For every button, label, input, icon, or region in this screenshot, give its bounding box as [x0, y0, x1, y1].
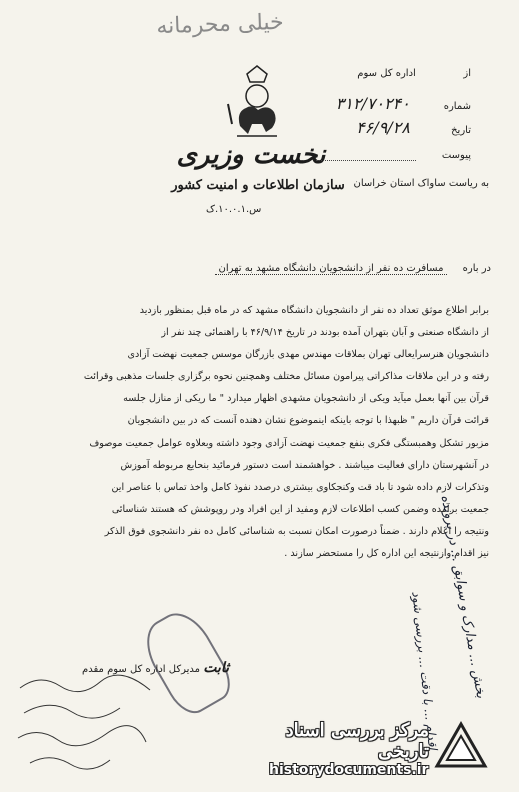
addressee: به ریاست ساواک استان خراسان [353, 178, 489, 189]
body-line: ونتیجه را اعلام دارند . ضمناً درصورت امکان نسبت به شناسائی کامل ده نفر دانشجوی فوق الذکر [104, 525, 489, 537]
archive-logo-icon [433, 720, 489, 772]
subject-line [21, 263, 491, 274]
body-line: نیز اقدام وازنتیجه این اداره کل را مستحضر سازند . [284, 548, 489, 560]
subject-text: مسافرت ده نفر از دانشجویان دانشگاه مشهد به تهران [215, 263, 448, 275]
from-value: اداره کل سوم [357, 68, 416, 79]
watermark-url: historydocuments.ir [269, 762, 429, 778]
body-line: قرائت قرآن داریم " ظبهذا با توجه باینکه اینموضوع نشان دهنده آنست که در بین دانشجویان [127, 415, 489, 427]
body-line: برابر اطلاع موثق تعداد ده نفر از دانشجویان دانشگاه مشهد که در ماه قبل بمنظور بازدید [139, 305, 489, 316]
document-code: س.۱۰.۰.۱.ک [206, 204, 262, 215]
organization-name: سازمان اطلاعات و امنیت کشور [171, 178, 345, 193]
margin-handwritten-note: بخش ... مدارک و سوابق ... در پرونده [437, 493, 489, 700]
date-label: تاریخ [451, 125, 471, 136]
meta-attachment [316, 150, 471, 161]
ministry-title: نخست وزیری [176, 140, 326, 170]
attachment-line [316, 160, 416, 161]
body-line: از دانشگاه صنعتی و آبان بتهران آمده بودند در تاریخ ۴۶/۹/۱۴ با راهنمائی چند نفر از [161, 327, 489, 339]
body-line: مزبور تشکل وهمبستگی فکری بنفع جمعیت نهضت آزادی وجود داشته وبعلاوه عوامل جمعیت موصوف [89, 437, 489, 449]
classification-stamp: خیلی محرمانه [155, 9, 285, 40]
body-line: رفته و در این ملاقات مذاکراتی پیرامون مسائل مختلف وهمچنین نحوه برگزاری جلسات مذهبی وقرائت [83, 371, 489, 383]
number-value: ۳۱۲/۷۰۲۴۰ [335, 94, 410, 113]
date-value: ۴۶/۹/۲۸ [356, 118, 410, 137]
number-label: شماره [443, 101, 471, 112]
body-line: جمعیت برآمده وضمن کسب اطلاعات لازم ومفید از این افراد ودر روپوشش که هستند شناسائی [111, 503, 489, 515]
signature-name: ثابت [203, 660, 229, 676]
lion-and-sun-emblem-icon [222, 64, 292, 142]
signature-suffix: مقدم [82, 664, 104, 675]
meta-number [336, 94, 471, 113]
body-line: دانشجویان هنرسرایعالی تهران بملاقات مهندس مهدی بازرگان موسس جمعیت نهضت آزادی [127, 349, 489, 361]
meta-from [357, 68, 471, 79]
body-line: در آنشهرستان دارای فعالیت میباشند . خواهشمند است دستور فرمائید بنحایع مربوطه آموزش [120, 459, 489, 471]
letter-body [33, 300, 489, 565]
body-line: قرآن بین آنها بعمل میآید ویکی از دانشجویان مشهدی اظهار میدارد " ما ریکی از منازل جلسه [123, 393, 489, 405]
body-line: وتذکرات لازم داده شود تا باد قت وکنجکاوی بیشتری درصدد نفوذ کامل واخذ تماس با عناصر این [111, 481, 489, 493]
from-label: از [463, 68, 471, 79]
attachment-label: پیوست [441, 150, 471, 161]
watermark-title: مرکز بررسی اسناد تاریخی [285, 720, 429, 762]
archive-watermark [239, 720, 489, 778]
signature-title: مدیرکل اداره کل سوم [107, 664, 200, 675]
handwritten-scribble-icon [10, 668, 160, 778]
meta-date [356, 118, 471, 137]
subject-label: در باره [462, 263, 491, 274]
margin-handwritten-note: اقدام ... با دقت ... بررسی شود [409, 590, 440, 751]
